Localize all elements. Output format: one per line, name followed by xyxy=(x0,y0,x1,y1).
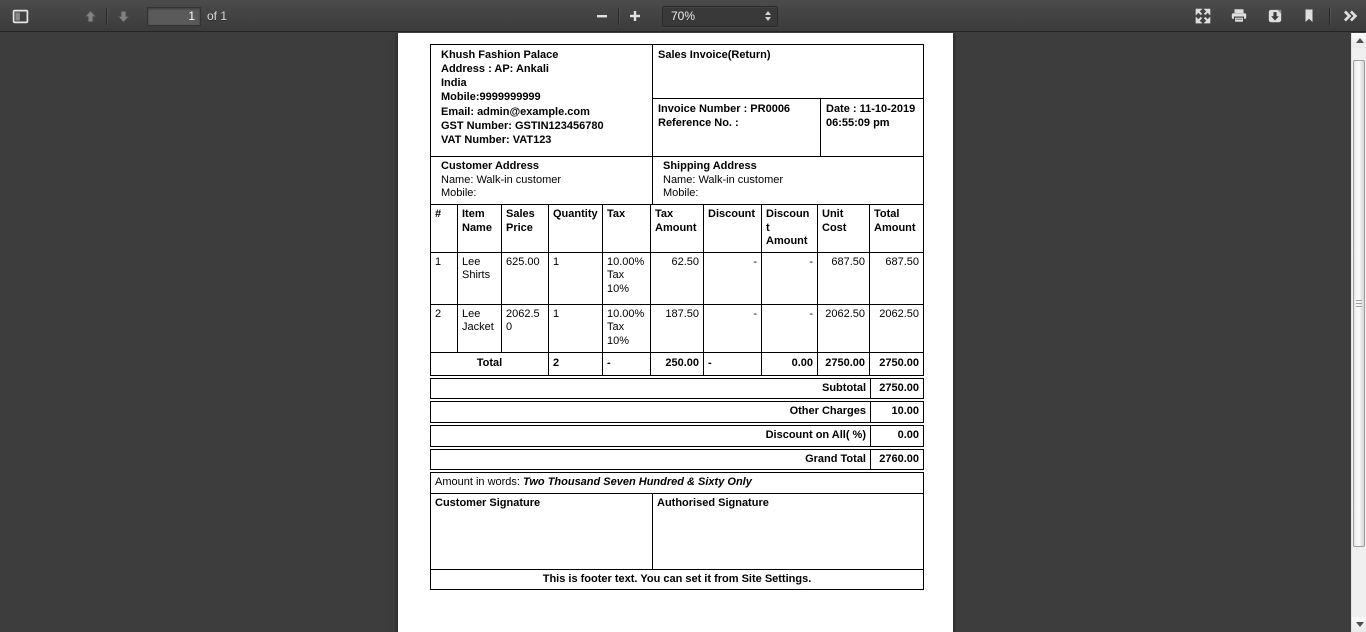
customer-signature-label: Customer Signature xyxy=(431,493,653,569)
footer-text: This is footer text. You can set it from Site Settings. xyxy=(431,569,924,590)
summary-value: 2750.00 xyxy=(871,378,924,399)
col-header: Unit Cost xyxy=(818,204,870,252)
item-discount-amount: - xyxy=(762,252,818,304)
company-vat: VAT Number: VAT123 xyxy=(441,133,552,146)
item-quantity: 1 xyxy=(549,304,603,352)
item-row xyxy=(431,304,924,352)
invoice-date-cell xyxy=(821,99,924,157)
toolbar-center-group xyxy=(588,0,778,32)
total-discount: - xyxy=(704,352,762,375)
col-header: Discount Amount xyxy=(762,204,818,252)
customer-address xyxy=(431,157,653,205)
shipping-address-heading: Shipping Address xyxy=(663,160,757,172)
item-sales-price: 2062.50 xyxy=(502,304,549,352)
invoice-title: Sales Invoice(Return) xyxy=(653,45,924,99)
page-number-input[interactable] xyxy=(147,7,201,26)
summary-row xyxy=(430,425,924,447)
authorised-signature-label: Authorised Signature xyxy=(653,493,924,569)
shipping-address xyxy=(653,157,924,205)
item-index: 2 xyxy=(431,304,458,352)
scroll-down-button[interactable] xyxy=(1352,617,1366,632)
company-address: Address : AP: Ankali xyxy=(441,63,549,76)
item-total-amount: 2062.50 xyxy=(870,304,924,352)
previous-page-button[interactable] xyxy=(76,3,104,29)
total-tax: - xyxy=(603,352,651,375)
item-tax-amount: 187.50 xyxy=(651,304,704,352)
shipping-mobile: Mobile: xyxy=(663,187,699,200)
item-index: 1 xyxy=(431,252,458,304)
toolbar-left-group xyxy=(6,0,227,32)
tools-menu-button[interactable] xyxy=(1336,3,1364,29)
company-email: Email: admin@example.com xyxy=(441,105,590,118)
item-discount: - xyxy=(704,304,762,352)
double-chevron-right-icon xyxy=(1341,7,1359,25)
item-sales-price: 625.00 xyxy=(502,252,549,304)
summary-label: Other Charges xyxy=(431,402,871,423)
item-tax: 10.00% Tax 10% xyxy=(603,252,651,304)
col-header: Total Amount xyxy=(870,204,924,252)
item-name: Lee Shirts xyxy=(458,252,502,304)
invoice-time: 06:55:09 pm xyxy=(826,117,890,130)
items-header-row xyxy=(431,204,924,252)
vertical-scrollbar[interactable] xyxy=(1351,33,1366,632)
printer-icon xyxy=(1230,7,1248,25)
bookmark-icon xyxy=(1301,8,1317,24)
toggle-sidebar-button[interactable] xyxy=(6,3,34,29)
item-unit-cost: 2062.50 xyxy=(818,304,870,352)
summary-value: 0.00 xyxy=(871,425,924,446)
items-table xyxy=(430,204,924,376)
item-quantity: 1 xyxy=(549,252,603,304)
col-header: Quantity xyxy=(549,204,603,252)
zoom-level-select[interactable] xyxy=(662,6,778,27)
item-total-amount: 687.50 xyxy=(870,252,924,304)
next-page-button[interactable] xyxy=(109,3,137,29)
total-label: Total xyxy=(431,352,549,375)
total-tax-amount: 250.00 xyxy=(651,352,704,375)
toolbar-separator xyxy=(1329,8,1330,25)
download-icon xyxy=(1266,7,1284,25)
company-mobile: Mobile:9999999999 xyxy=(441,91,541,104)
amount-in-words-label: Amount in words: xyxy=(435,476,520,489)
pdf-viewer-area[interactable] xyxy=(0,33,1351,632)
summary-row xyxy=(430,378,924,400)
invoice-number: Invoice Number : PR0006 xyxy=(658,103,791,116)
summary-label: Discount on All( %) xyxy=(431,425,871,446)
sidebar-toggle-icon xyxy=(12,8,29,25)
invoice-footer-section xyxy=(430,569,924,591)
col-header: Item Name xyxy=(458,204,502,252)
spinner-arrows-icon xyxy=(765,11,771,21)
minus-icon xyxy=(594,8,610,24)
col-header: Tax Amount xyxy=(651,204,704,252)
summary-value: 10.00 xyxy=(871,402,924,423)
plus-icon xyxy=(627,8,643,24)
print-button[interactable] xyxy=(1225,3,1253,29)
current-view-button[interactable] xyxy=(1295,3,1323,29)
col-header: # xyxy=(431,204,458,252)
download-button[interactable] xyxy=(1261,3,1289,29)
summary-row xyxy=(430,401,924,423)
items-total-row xyxy=(431,352,924,375)
item-discount: - xyxy=(704,252,762,304)
triangle-up-icon xyxy=(1356,38,1364,43)
zoom-level-value: 70% xyxy=(671,9,696,23)
item-unit-cost: 687.50 xyxy=(818,252,870,304)
zoom-out-button[interactable] xyxy=(588,3,616,29)
amount-in-words xyxy=(431,473,924,494)
presentation-mode-button[interactable] xyxy=(1189,3,1217,29)
total-discount-amount: 0.00 xyxy=(762,352,818,375)
summary-label: Grand Total xyxy=(431,449,871,470)
summary-value: 2760.00 xyxy=(871,449,924,470)
shipping-name: Name: Walk-in customer xyxy=(663,173,784,186)
amount-in-words-value: Two Thousand Seven Hundred & Sixty Only xyxy=(523,476,752,489)
total-unit-cost: 2750.00 xyxy=(818,352,870,375)
scroll-up-button[interactable] xyxy=(1352,33,1366,48)
arrow-down-icon xyxy=(115,8,132,25)
zoom-in-button[interactable] xyxy=(621,3,649,29)
company-country: India xyxy=(441,77,467,90)
summary-row xyxy=(430,449,924,471)
amount-in-words-section xyxy=(430,472,924,494)
customer-address-heading: Customer Address xyxy=(441,160,540,172)
page-count-label: of 1 xyxy=(207,9,228,23)
reference-number: Reference No. : xyxy=(658,117,739,130)
invoice-number-cell xyxy=(653,99,821,157)
customer-name: Name: Walk-in customer xyxy=(441,173,562,186)
toolbar-right-group xyxy=(1189,0,1364,32)
item-tax: 10.00% Tax 10% xyxy=(603,304,651,352)
arrow-up-icon xyxy=(82,8,99,25)
pdf-page xyxy=(398,33,953,632)
invoice-header-section xyxy=(430,44,924,157)
company-gst: GST Number: GSTIN123456780 xyxy=(441,119,604,132)
scrollbar-thumb[interactable] xyxy=(1353,60,1365,547)
toolbar-separator xyxy=(618,8,619,25)
company-info xyxy=(431,45,653,157)
signature-section xyxy=(430,493,924,570)
item-discount-amount: - xyxy=(762,304,818,352)
triangle-down-icon xyxy=(1356,622,1364,627)
address-section xyxy=(430,156,924,205)
total-quantity: 2 xyxy=(549,352,603,375)
company-name: Khush Fashion Palace xyxy=(441,49,559,61)
col-header: Sales Price xyxy=(502,204,549,252)
item-name: Lee Jacket xyxy=(458,304,502,352)
summary-label: Subtotal xyxy=(431,378,871,399)
item-row xyxy=(431,252,924,304)
item-tax-amount: 62.50 xyxy=(651,252,704,304)
invoice-date: Date : 11-10-2019 xyxy=(826,103,916,116)
col-header: Discount xyxy=(704,204,762,252)
customer-mobile: Mobile: xyxy=(441,187,477,200)
pdf-viewer-toolbar xyxy=(0,0,1366,32)
col-header: Tax xyxy=(603,204,651,252)
toolbar-separator xyxy=(106,8,107,25)
total-total-amount: 2750.00 xyxy=(870,352,924,375)
fullscreen-icon xyxy=(1194,7,1212,25)
